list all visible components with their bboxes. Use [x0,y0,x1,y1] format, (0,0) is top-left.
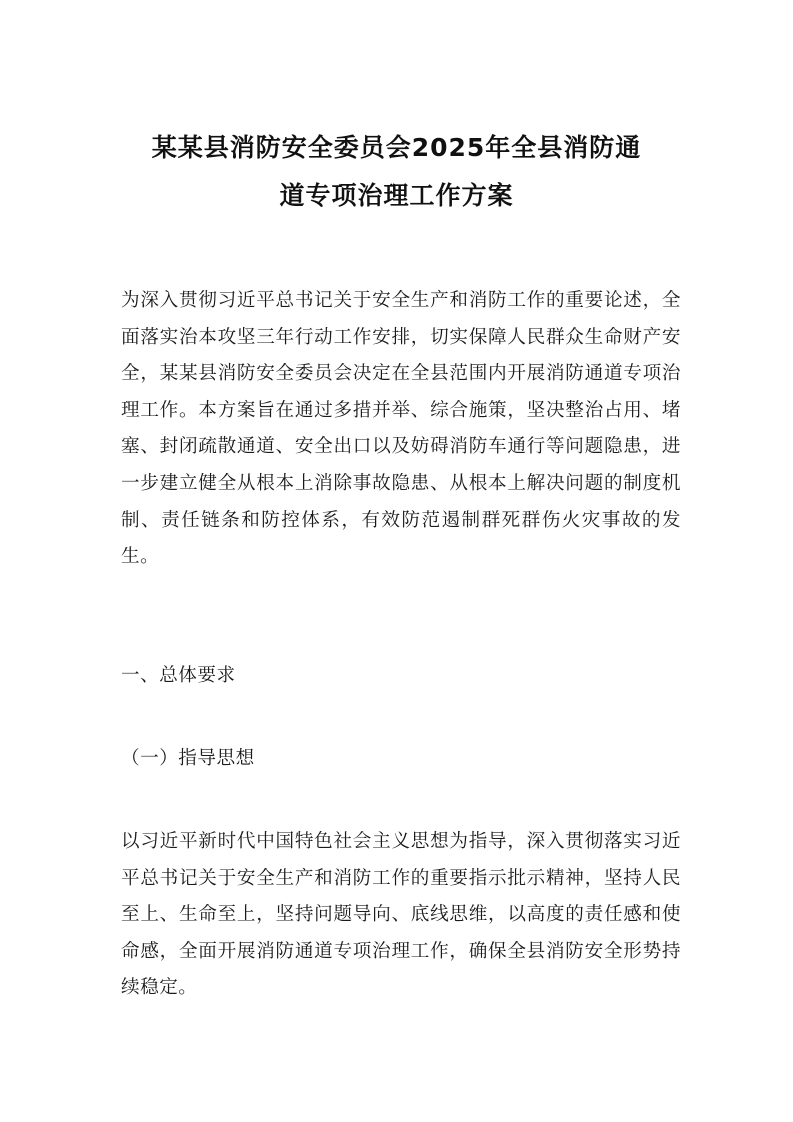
intro-paragraph: 为深入贯彻习近平总书记关于安全生产和消防工作的重要论述，全面落实治本攻坚三年行动工作安排，切实保障人民群众生命财产安全，某某县消防安全委员会决定在全县范围内开展消防通道专项治理工作。本方案旨在通过多措并举、综合施策，坚决整治占用、堵塞、封闭疏散通道、安全出口以及妨碍消防车通行等问题隐患，进一步建立健全从根本上消除事故隐患、从根本上解决问题的制度机制、责任链条和防控体系，有效防范遏制群死群伤火灾事故的发生。 [121,290,681,568]
title-line-2: 道专项治理工作方案 [279,181,514,210]
subsection-heading-1: （一）指导思想 [121,748,255,769]
subsection-paragraph-1: 以习近平新时代中国特色社会主义思想为指导，深入贯彻落实习近平总书记关于安全生产和消防工作的重要指示批示精神，坚持人民至上、生命至上，坚持问题导向、底线思维，以高度的责任感和使命感，全面开展消防通道专项治理工作，确保全县消防安全形势持续稳定。 [121,831,681,999]
title-line-1: 某某县消防安全委员会2025年全县消防通 [151,133,642,162]
document-title [0,124,793,220]
section-heading-1: 一、总体要求 [121,665,236,686]
